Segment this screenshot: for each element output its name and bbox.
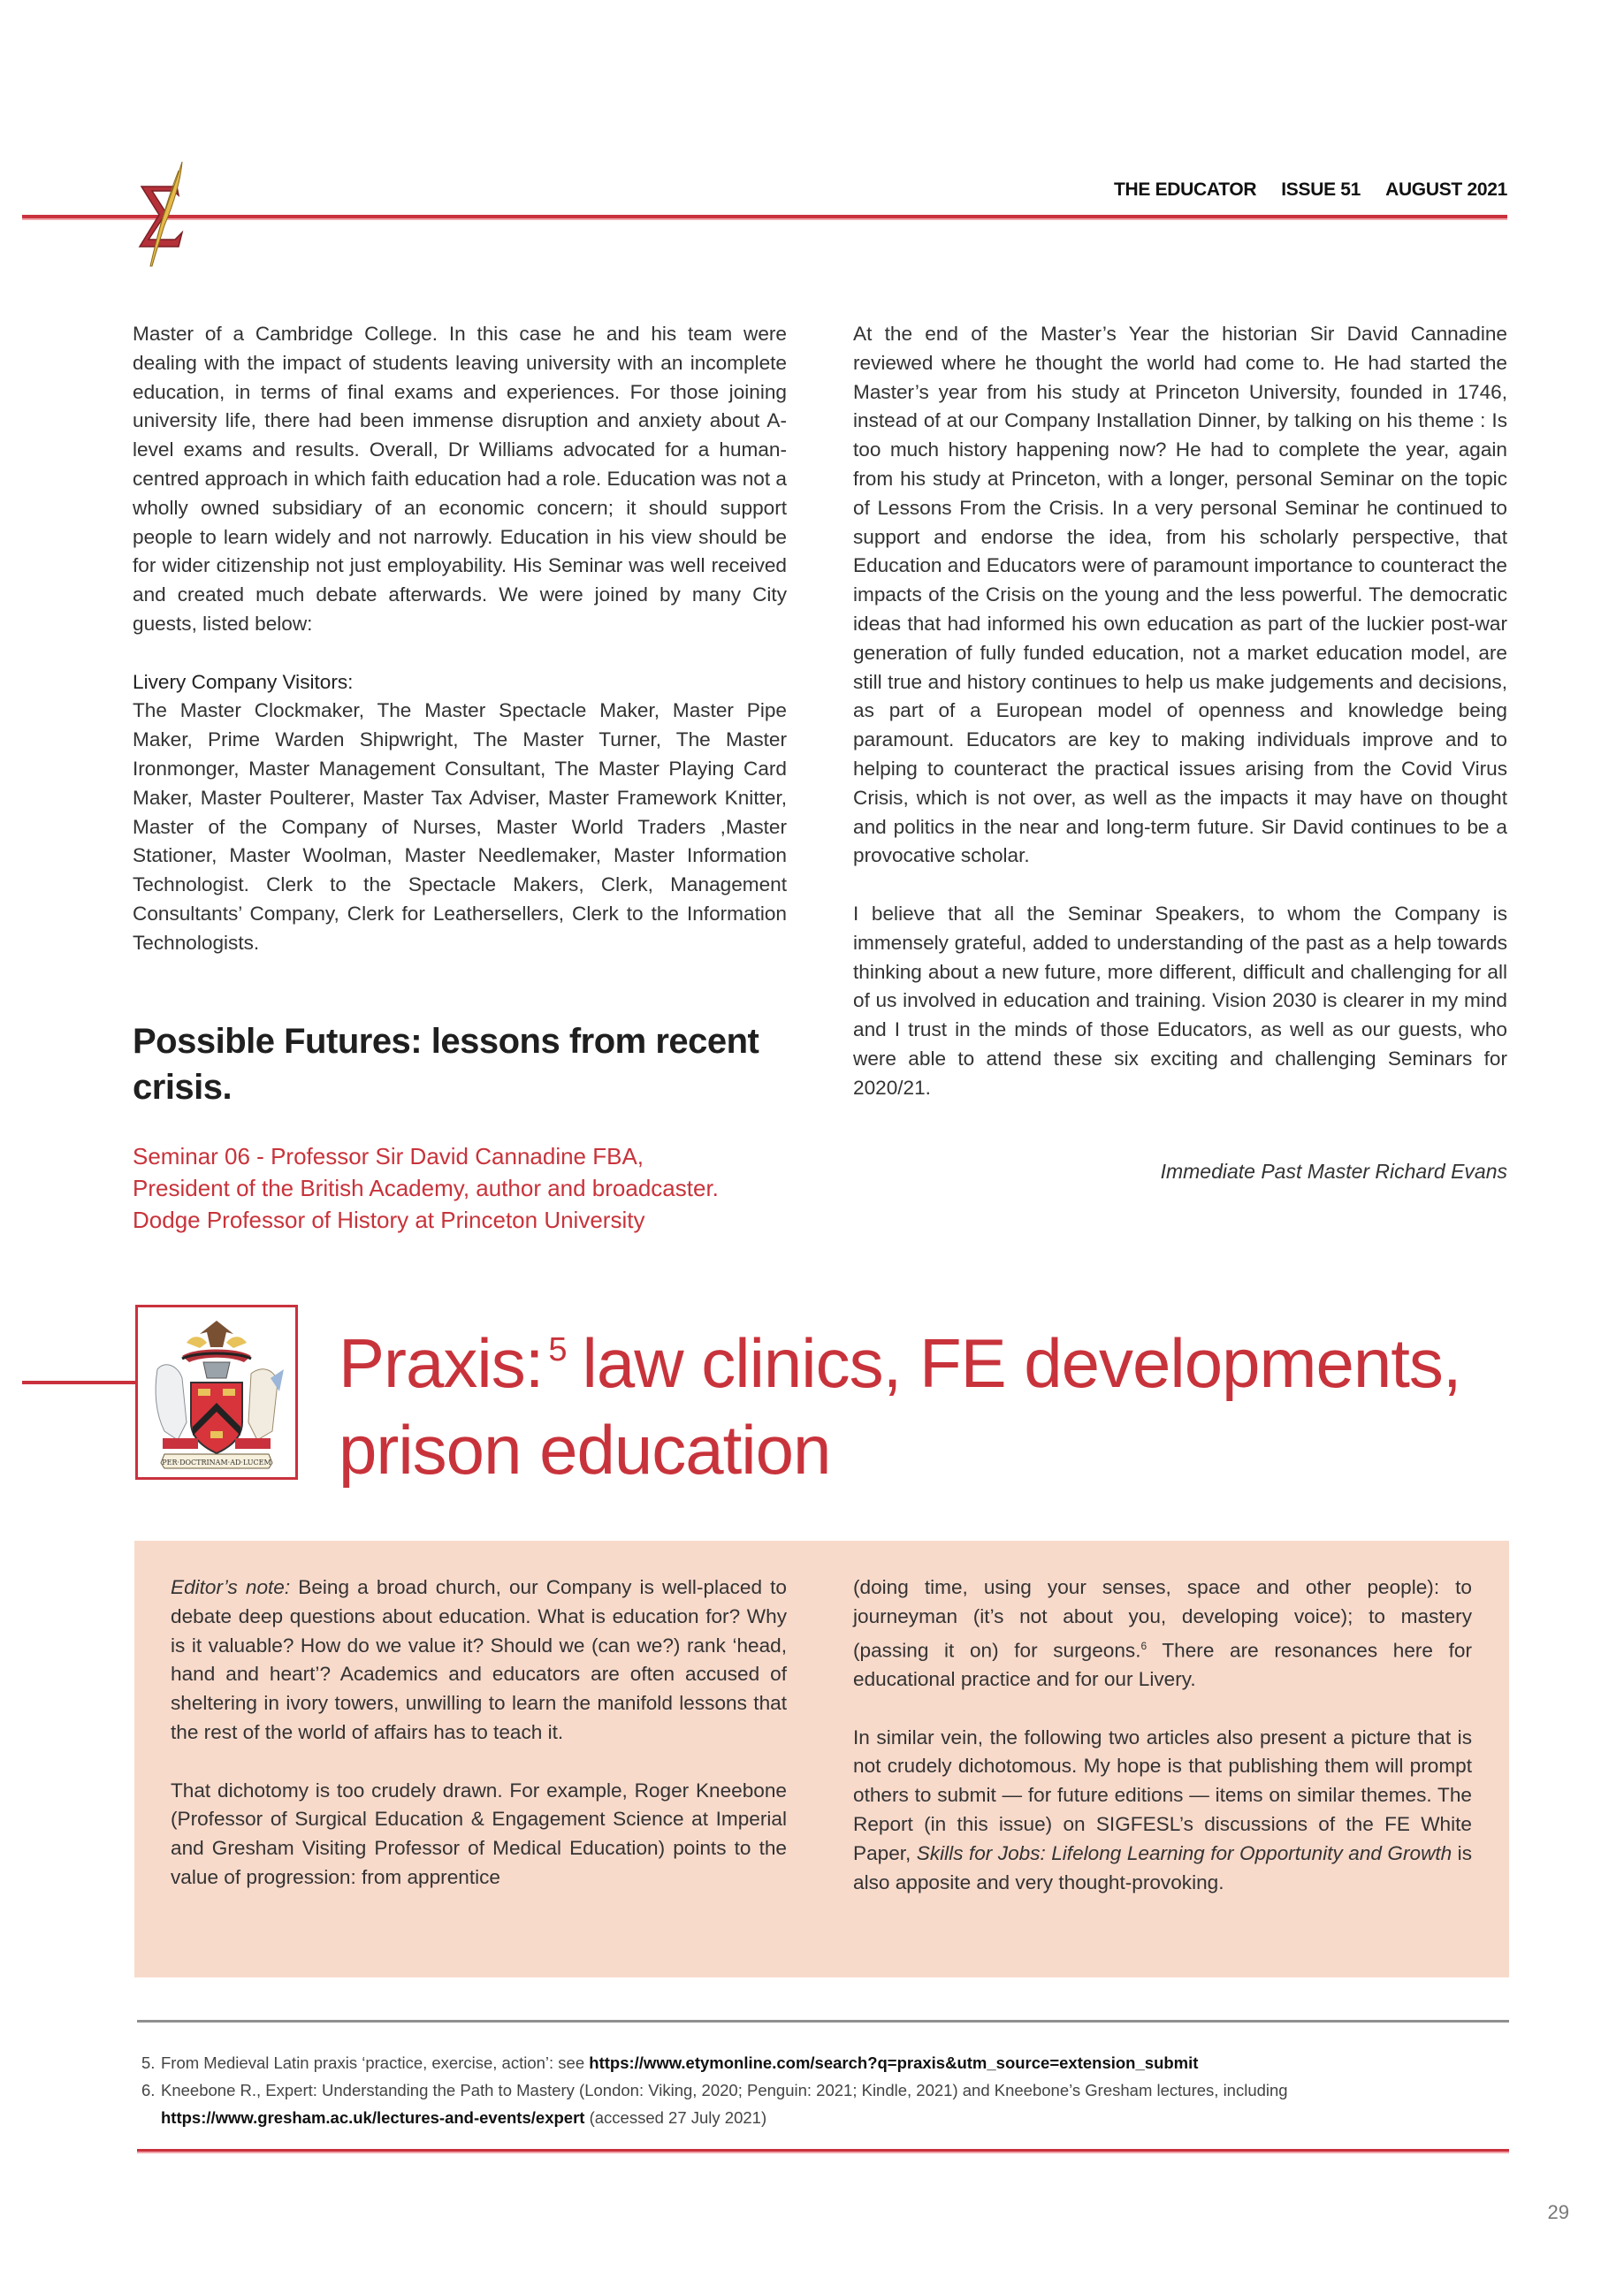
section-heading: Possible Futures: lessons from recent crisis. — [133, 1022, 759, 1107]
note-text: Being a broad church, our Company is well-placed to debate deep questions about education. What is education for? Why is it valuable? How do we value it? Should we (can we?) rank ‘head, hand and heart’? Academics and educators are often accused of sheltering in ivory towers, unwilling to learn the manifold lessons that the rest of the world of affairs has to teach it. — [171, 1576, 787, 1743]
seminar-line: President of the British Academy, author and broadcaster. — [133, 1175, 719, 1201]
body-paragraph: I believe that all the Seminar Speakers, to whom the Company is immensely grateful, added to understanding of the past as a help towards thinking about a new future, more different, difficult and challenging for all of us involved in education and training. Vision 2030 is clearer in my mind and I trust in the minds of those Educators, as well as our guests, who were able to attend these six exciting and challenging Seminars for 2020/21. — [853, 902, 1507, 1099]
footnotes — [141, 2049, 1521, 2131]
editors-note-paragraph — [853, 1724, 1472, 1898]
footnote-6-continued — [141, 2104, 1521, 2131]
footnote-text: (accessed 27 July 2021) — [584, 2108, 767, 2127]
title-text: prison education — [339, 1411, 831, 1489]
body-paragraph: At the end of the Master’s Year the historian Sir David Cannadine reviewed where he thought the world had come to. He had started the Master’s year from his study at Princeton University, founded in 1746, instead of at our Company Installation Dinner, by talking on his theme : Is too much history happening now? He had to complete the year, again from his study at Princeton, with a longer, personal Seminar on the topic of Lessons From the Crisis. In a very personal Seminar he continued to support and endorse the idea, from his scholarly perspective, that Education and Educators were of paramount importance to counteract the impacts of the Crisis on the young and the less powerful. The democratic ideas that had informed his own education as part of the luckier post-war generation of fully funded education, not a market education model, are still true and history continues to help us make judgements and decisions, as part of a European model of openness and knowledge being paramount. Educators are key to making individuals improve and to helping to counteract the practical issues arising from the Covid Virus Crisis, which is not over, as well as the impacts it may have on thought and politics in the near and long-term future. Sir David continues to be a provocative scholar. — [853, 323, 1507, 867]
footnote-ref[interactable]: 5 — [548, 1331, 567, 1368]
note-text: is also apposite and very thought-provoking. — [853, 1841, 1472, 1893]
seminar-line: Seminar 06 - Professor Sir David Cannadine FBA, — [133, 1143, 644, 1169]
left-column — [133, 320, 787, 958]
body-paragraph: Master of a Cambridge College. In this case he and his team were dealing with the impact of students leaving university with an incomplete education, in terms of final exams and experiences. For those joining university life, there had been immense disruption and anxiety about A-level exams and results. Overall, Dr Williams advocated for a human-centred approach in which faith education had a role. Education was not a wholly owned subsidiary of an economic concern; it should support people to learn widely and not narrowly. Education in his view should be for wider citizenship not just employability. His Seminar was well received and created much debate afterwards. We were joined by many City guests, listed below: — [133, 323, 787, 635]
footnote-5 — [141, 2049, 1521, 2076]
publication-name: THE EDUCATOR — [1113, 179, 1257, 200]
footnote-link[interactable]: https://www.gresham.ac.uk/lectures-and-events/expert — [161, 2108, 585, 2127]
footnote-text: Kneebone R., Expert: Understanding the Path to Mastery (London: Viking, 2020; Penguin: 2021; Kindle, 2021) and Kneebone’s Gresham lectures, including — [161, 2081, 1288, 2099]
title-text: Praxis: — [339, 1324, 544, 1402]
publication-title: Skills for Jobs: Lifelong Learning for Opportunity and Growth — [916, 1841, 1452, 1864]
coat-of-arms-crest-icon — [135, 1305, 298, 1480]
editors-note-left — [171, 1573, 787, 1893]
note-text: There are resonances here for educational practice and for our Livery. — [853, 1639, 1472, 1690]
editors-note-paragraph — [853, 1573, 1472, 1695]
header-rule — [22, 215, 1507, 220]
editors-note-right — [853, 1573, 1472, 1897]
issue-number: ISSUE 51 — [1281, 179, 1361, 200]
seminar-details — [133, 1140, 804, 1236]
footnote-6 — [141, 2076, 1521, 2104]
masthead — [1114, 179, 1507, 201]
visitors-list: The Master Clockmaker, The Master Spectacle Maker, Master Pipe Maker, Prime Warden Shipwright, The Master Turner, The Master Ironmonger, Master Management Consultant, The Master Playing Card Maker, Master Poulterer, Master Tax Adviser, Master Framework Knitter, Master of the Company of Nurses, Master World Traders ,Master Stationer, Master Woolman, Master Needlemaker, Master Information Technologist. Clerk to the Spectacle Makers, Clerk, Management Consultants’ Company, Clerk for Leathersellers, Clerk to the Information Technologists. — [133, 699, 787, 954]
crest-connector-line — [22, 1381, 135, 1384]
article-title — [339, 1307, 1506, 1493]
author-signature: Immediate Past Master Richard Evans — [1160, 1160, 1507, 1183]
note-text: (doing time, using your senses, space and other people): to journeyman (it’s not about you, developing voice); to mastery (passing it on) for surgeons. — [853, 1576, 1472, 1662]
issue-date: AUGUST 2021 — [1385, 179, 1507, 200]
right-column — [853, 320, 1507, 1103]
title-text: law clinics, FE developments, — [582, 1324, 1461, 1402]
footnote-ref[interactable]: 6 — [1140, 1639, 1147, 1652]
editors-note-label: Editor’s note: — [171, 1576, 291, 1598]
footnote-number: 5. — [141, 2053, 156, 2072]
footnote-divider — [137, 2020, 1509, 2023]
footnote-text: From Medieval Latin praxis ‘practice, exercise, action’: see — [161, 2053, 590, 2072]
editors-note-paragraph — [171, 1573, 787, 1748]
note-text: In similar vein, the following two articles also present a picture that is not crudely dichotomous. My hope is that publishing them will prompt others to submit — for future editions — items on similar themes. The Report (in this issue) on SIGFESL’s discussions of the FE White Paper, — [853, 1726, 1472, 1864]
editors-note-paragraph: That dichotomy is too crudely drawn. For example, Roger Kneebone (Professor of Surgical Education & Engagement Science at Imperial and Gresham Visiting Professor of Medical Education) points to the value of progression: from apprentice — [171, 1779, 787, 1888]
sigma-quill-logo-icon — [133, 162, 194, 268]
footnote-number: 6. — [141, 2081, 156, 2099]
seminar-line: Dodge Professor of History at Princeton University — [133, 1207, 645, 1233]
visitors-heading: Livery Company Visitors: — [133, 670, 354, 693]
footer-rule — [137, 2149, 1509, 2153]
footnote-link[interactable]: https://www.etymonline.com/search?q=praxis&utm_source=extension_submit — [589, 2053, 1199, 2072]
page-number: 29 — [1547, 2201, 1569, 2223]
crest-motto: PER·DOCTRINAM·AD·LUCEM — [162, 1459, 271, 1467]
